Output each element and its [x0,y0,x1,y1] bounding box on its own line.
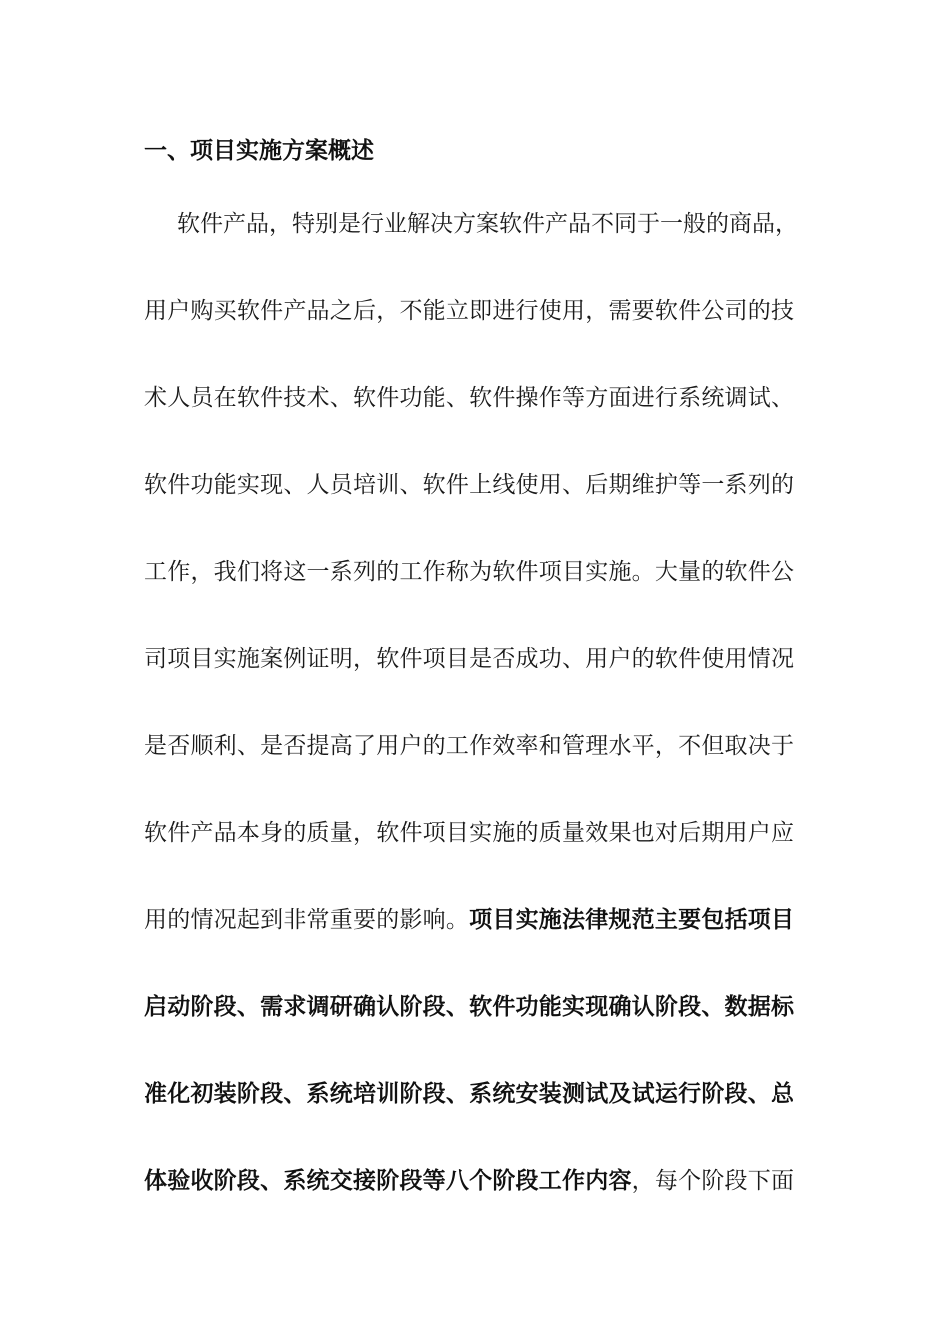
section-heading: 一、项目实施方案概述 [144,138,374,164]
line-text: 软件功能实现、人员培训、软件上线使用、后期维护等一系列的 [144,472,794,498]
paragraph-line [144,381,794,415]
line-text: 工作，我们将这一系列的工作称为软件项目实施。大量的软件公 [144,559,794,585]
line-text: 用的情况起到非常重要的影响。 [144,907,470,933]
paragraph-line [144,816,794,850]
paragraph-line [144,729,794,763]
paragraph-line [144,642,794,676]
paragraph-line [144,903,794,937]
paragraph-line [144,468,794,502]
paragraph-line [144,1077,794,1111]
line-bold-text: 项目实施法律规范主要包括项目 [469,907,795,933]
paragraph-line [144,1164,794,1198]
paragraph-line [177,207,798,241]
paragraph-line [144,555,794,589]
line-text: 软件产品，特别是行业解决方案软件产品不同于一般的商品， [177,211,798,237]
line-text: 是否顺利、是否提高了用户的工作效率和管理水平，不但取决于 [144,733,794,759]
line-text: 用户购买软件产品之后，不能立即进行使用，需要软件公司的技 [144,298,794,324]
line-text: 术人员在软件技术、软件功能、软件操作等方面进行系统调试、 [144,385,794,411]
line-bold-text: 启动阶段、需求调研确认阶段、软件功能实现确认阶段、数据标 [144,994,794,1020]
line-text: ，每个阶段下面 [631,1168,795,1194]
line-bold-text: 体验收阶段、系统交接阶段等八个阶段工作内容 [144,1168,632,1194]
line-text: 软件产品本身的质量，软件项目实施的质量效果也对后期用户应 [144,820,794,846]
line-text: 司项目实施案例证明，软件项目是否成功、用户的软件使用情况 [144,646,794,672]
paragraph-line [144,990,794,1024]
line-bold-text: 准化初装阶段、系统培训阶段、系统安装测试及试运行阶段、总 [144,1081,794,1107]
paragraph-line [144,294,794,328]
